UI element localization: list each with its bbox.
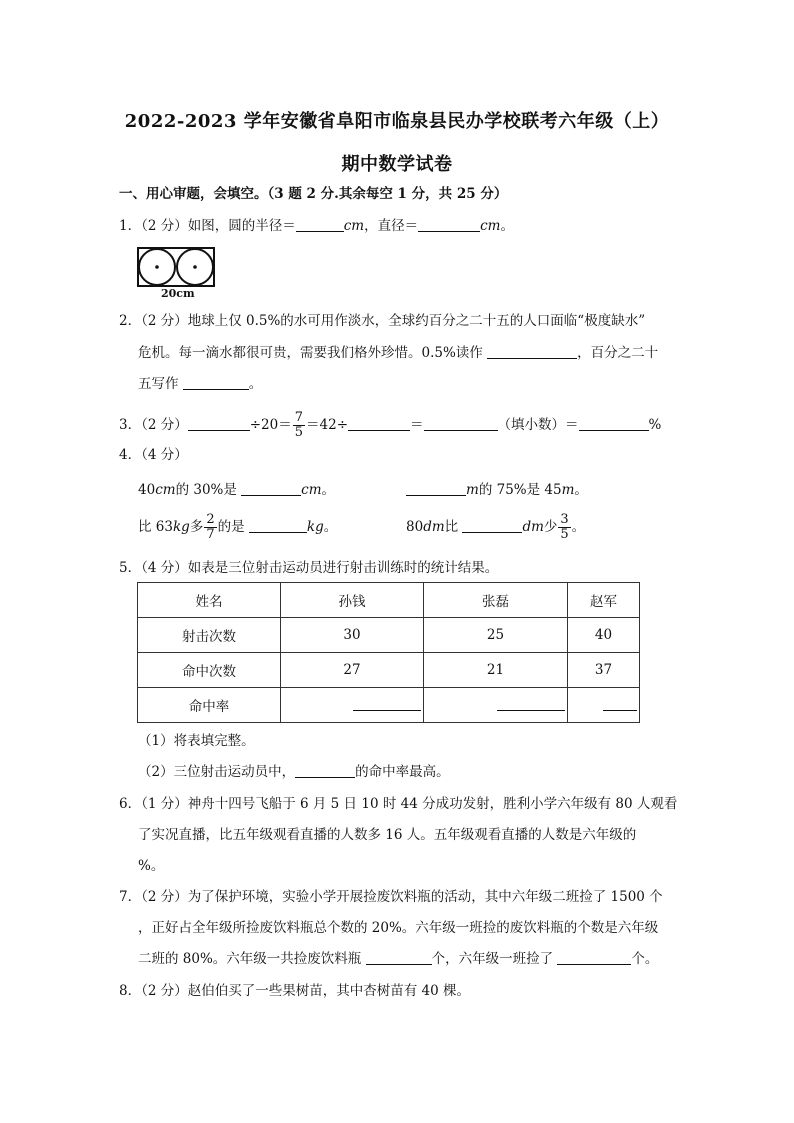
answer-blank[interactable]: [188, 416, 250, 431]
fraction: $\frac{7}{5}$: [294, 410, 304, 440]
fraction: $\frac{2}{7}$: [206, 512, 215, 542]
table-cell: 30: [281, 618, 424, 653]
question-4c: 比 63kg多 $\frac{2}{7}$ 的是 kg。: [138, 512, 338, 542]
answer-blank[interactable]: [579, 416, 649, 431]
question-3: 3．（2 分） ÷20＝ $\frac{7}{5}$ ＝42÷ ＝ （填小数）＝ %: [119, 410, 662, 440]
question-4d: 80dm比 dm少 $\frac{3}{5}$ 。: [406, 512, 586, 542]
question-6-line1: 6．（1 分）神舟十四号飞船于 6 月 5 日 10 时 44 分成功发射，胜利小学六年级有 80 人观看: [119, 796, 678, 812]
question-4a: 40cm的 30%是 cm。: [138, 482, 336, 498]
question-4-head: 4．（4 分）: [119, 447, 188, 463]
answer-blank[interactable]: [348, 416, 410, 431]
question-7-line2: ，正好占全年级所捡废饮料瓶总个数的 20%。六年级一班捡的废饮料瓶的个数是六年级: [138, 920, 659, 936]
question-6-line2: 了实况直播，比五年级观看直播的人数多 16 人。五年级观看直播的人数是六年级的: [138, 827, 637, 843]
answer-blank[interactable]: [497, 696, 565, 711]
table-answer-cell[interactable]: [424, 688, 568, 723]
question-5-sub2: （2）三位射击运动员中， 的命中率最高。: [138, 764, 450, 780]
answer-blank[interactable]: [418, 217, 480, 232]
table-cell: 37: [568, 653, 640, 688]
table-header-cell: 赵军: [568, 583, 640, 618]
table-header-cell: 姓名: [138, 583, 281, 618]
table-cell: 命中次数: [138, 653, 281, 688]
table-row: [138, 688, 640, 723]
table-cell: 40: [568, 618, 640, 653]
fraction: $\frac{3}{5}$: [560, 512, 569, 542]
stats-table: [137, 582, 640, 723]
question-4b: m的 75%是 45m。: [406, 480, 588, 500]
answer-blank[interactable]: [462, 518, 522, 533]
answer-blank[interactable]: [183, 375, 249, 390]
table-answer-cell[interactable]: [281, 688, 424, 723]
question-5-sub1: （1）将表填完整。: [138, 733, 255, 749]
table-cell: 21: [424, 653, 568, 688]
table-row: [138, 618, 640, 653]
table-header-row: [138, 583, 640, 618]
table-header-cell: 孙钱: [281, 583, 424, 618]
answer-blank[interactable]: [603, 696, 637, 711]
answer-blank[interactable]: [406, 481, 466, 496]
table-cell: 27: [281, 653, 424, 688]
answer-blank[interactable]: [249, 518, 307, 533]
exam-title-line2: 期中数学试卷: [341, 154, 453, 175]
table-answer-cell[interactable]: [568, 688, 640, 723]
answer-blank[interactable]: [241, 481, 301, 496]
question-1: 1．（2 分）如图，圆的半径＝ cm，直径＝ cm。: [119, 218, 514, 234]
table-header-cell: 张磊: [424, 583, 568, 618]
answer-blank[interactable]: [557, 950, 631, 965]
table-cell: 25: [424, 618, 568, 653]
answer-blank[interactable]: [366, 950, 432, 965]
answer-blank[interactable]: [295, 763, 355, 778]
section-heading: 一、用心审题，会填空。（3 题 2 分.其余每空 1 分，共 25 分）: [119, 186, 508, 202]
question-7-line1: 7．（2 分）为了保护环境，实验小学开展捡废饮料瓶的活动，其中六年级二班捡了 1500 个: [119, 889, 663, 905]
two-circles-figure: [137, 246, 217, 304]
question-6-line3: %。: [138, 858, 165, 874]
answer-blank[interactable]: [487, 344, 577, 359]
answer-blank[interactable]: [424, 416, 498, 431]
question-5-head: 5．（4 分）如表是三位射击运动员进行射击训练时的统计结果。: [119, 560, 499, 576]
question-7-line3: 二班的 80%。六年级一共捡废饮料瓶 个，六年级一班捡了 个。: [138, 951, 659, 967]
exam-title-line1: 2022-2023 学年安徽省阜阳市临泉县民办学校联考六年级（上）: [124, 111, 670, 132]
table-cell: 命中率: [138, 688, 281, 723]
question-2-line1: 2．（2 分）地球上仅 0.5%的水可用作淡水，全球约百分之二十五的人口面临“极度缺水”: [119, 313, 646, 329]
question-2-line3: 五写作 。: [138, 376, 263, 392]
answer-blank[interactable]: [353, 696, 421, 711]
figure-label: 20cm: [161, 287, 195, 300]
table-row: [138, 653, 640, 688]
question-2-line2: 危机。每一滴水都很可贵，需要我们格外珍惜。0.5%读作 ，百分之二十: [138, 345, 659, 361]
question-8-line1: 8．（2 分）赵伯伯买了一些果树苗，其中杏树苗有 40 棵。: [119, 983, 470, 999]
answer-blank[interactable]: [296, 217, 344, 232]
table-cell: 射击次数: [138, 618, 281, 653]
